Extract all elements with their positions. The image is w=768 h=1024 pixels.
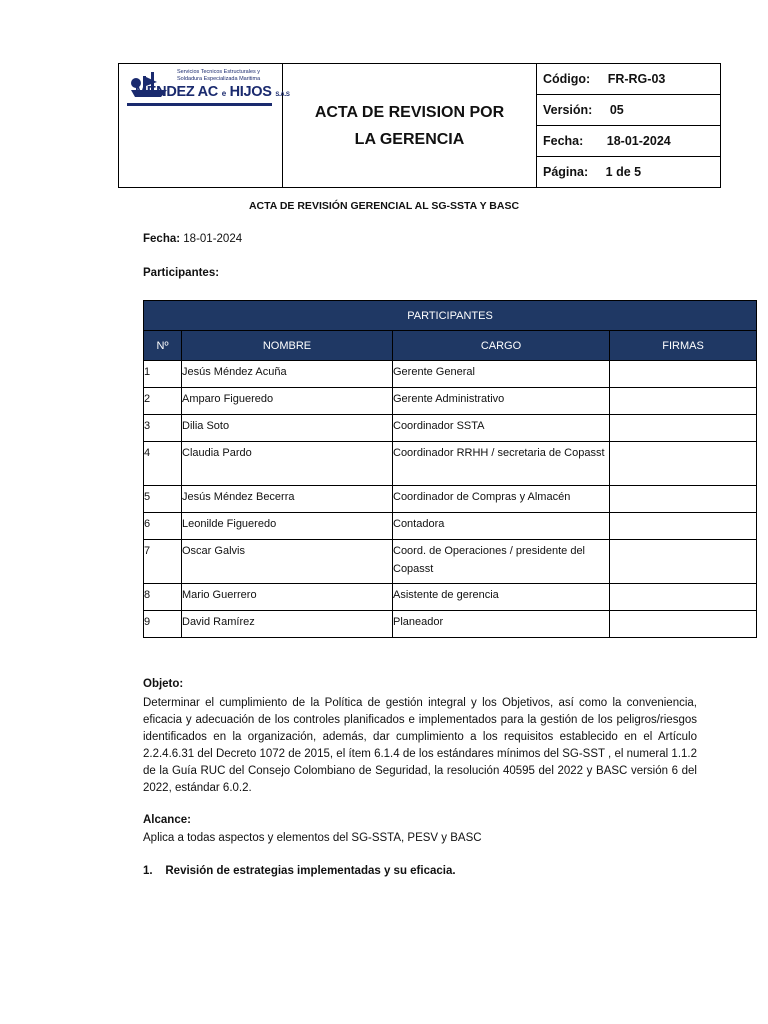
fecha-label: Fecha: — [143, 233, 181, 245]
pagina-cell — [537, 157, 721, 188]
version-cell — [537, 95, 721, 126]
row-number: 9 — [144, 611, 182, 638]
row-number: 2 — [144, 388, 182, 415]
row-firma — [610, 584, 757, 611]
version-value: 05 — [609, 103, 624, 117]
fecha-cell — [537, 126, 721, 157]
fecha-value: 18-01-2024 — [183, 233, 243, 245]
row-nombre: Jesús Méndez Becerra — [182, 486, 393, 513]
table-row — [144, 540, 757, 584]
table-row — [144, 584, 757, 611]
row-cargo: Gerente Administrativo — [393, 388, 610, 415]
row-cargo: Coordinador RRHH / secretaria de Copasst — [393, 442, 610, 486]
row-cargo: Contadora — [393, 513, 610, 540]
row-firma — [610, 361, 757, 388]
document-header — [118, 63, 721, 188]
codigo-label: Código: — [543, 72, 591, 86]
table-row — [144, 442, 757, 486]
document-title: ACTA DE REVISION POR LA GERENCIA — [314, 103, 505, 148]
logo-underline — [127, 103, 272, 106]
header-fecha-label: Fecha: — [543, 134, 584, 148]
logo-brand-sep: e — [221, 89, 226, 98]
logo-brand — [135, 84, 290, 100]
logo-tagline-2: Soldadura Especializada Maritima — [177, 76, 261, 82]
report-title: ACTA DE REVISIÓN GERENCIAL AL SG-SSTA Y BASC — [248, 200, 520, 212]
participants-table-title: PARTICIPANTES — [144, 301, 757, 331]
table-row — [144, 611, 757, 638]
col-header-number: Nº — [144, 331, 182, 361]
table-row — [144, 486, 757, 513]
row-number: 5 — [144, 486, 182, 513]
row-firma — [610, 388, 757, 415]
row-cargo: Coordinador SSTA — [393, 415, 610, 442]
table-row — [144, 388, 757, 415]
row-firma — [610, 540, 757, 584]
logo-brand-suffix: S.A.S — [275, 92, 290, 98]
header-fecha-value: 18-01-2024 — [606, 134, 671, 148]
col-header-firmas: FIRMAS — [610, 331, 757, 361]
row-firma — [610, 513, 757, 540]
row-firma — [610, 486, 757, 513]
row-number: 8 — [144, 584, 182, 611]
fecha-line — [143, 233, 242, 245]
objeto-label: Objeto: — [143, 678, 184, 690]
logo-brand-name-2: HIJOS — [229, 84, 272, 100]
row-number: 1 — [144, 361, 182, 388]
row-cargo: Planeador — [393, 611, 610, 638]
alcance-text: Aplica a todas aspectos y elementos del SG-SSTA, PESV y BASC — [143, 832, 482, 844]
col-header-nombre: NOMBRE — [182, 331, 393, 361]
row-firma — [610, 611, 757, 638]
row-nombre: Claudia Pardo — [182, 442, 393, 486]
row-number: 6 — [144, 513, 182, 540]
row-cargo: Coordinador de Compras y Almacén — [393, 486, 610, 513]
row-firma — [610, 442, 757, 486]
company-logo — [125, 68, 290, 108]
table-row — [144, 513, 757, 540]
row-cargo: Coord. de Operaciones / presidente del Copasst — [393, 540, 610, 584]
row-firma — [610, 415, 757, 442]
row-nombre: David Ramírez — [182, 611, 393, 638]
row-nombre: Oscar Galvis — [182, 540, 393, 584]
pagina-value: 1 de 5 — [605, 165, 642, 179]
row-cargo: Asistente de gerencia — [393, 584, 610, 611]
row-nombre: Jesús Méndez Acuña — [182, 361, 393, 388]
row-number: 3 — [144, 415, 182, 442]
codigo-value: FR-RG-03 — [607, 72, 666, 86]
participants-table — [143, 300, 757, 638]
logo-tagline-1: Servicios Tecnicos Estructurales y — [177, 69, 261, 75]
row-nombre: Mario Guerrero — [182, 584, 393, 611]
row-cargo: Gerente General — [393, 361, 610, 388]
row-nombre: Leonilde Figueredo — [182, 513, 393, 540]
row-nombre: Amparo Figueredo — [182, 388, 393, 415]
row-number: 4 — [144, 442, 182, 486]
logo-cell — [119, 64, 290, 188]
section-1-heading: 1. Revisión de estrategias implementadas y su eficacia. — [143, 865, 456, 877]
table-row — [144, 415, 757, 442]
pagina-label: Página: — [543, 165, 589, 179]
participantes-label: Participantes: — [143, 267, 220, 279]
codigo-cell — [537, 64, 721, 95]
row-number: 7 — [144, 540, 182, 584]
col-header-cargo: CARGO — [393, 331, 610, 361]
version-label: Versión: — [543, 103, 593, 117]
document-title-cell — [283, 64, 537, 188]
objeto-text: Determinar el cumplimiento de la Política de gestión integral y los Objetivos, así como la conveniencia, eficacia y adecuación de los controles planificados e implementados para la gestión de los peligros/riesgos identificados en la organización, además, dar cumplimiento a los requisitos establecido en el Artículo 2.2.4.6.31 del Decreto 1072 de 2015, el ítem 6.1.4 de los estándares mínimos del SG-SST , el numeral 1.1.2 de la Guía RUC del Consejo Colombiano de Seguridad, la resolución 40595 del 2022 y BASC versión 6 del 2022, estándar 6.0.2. — [143, 697, 697, 794]
alcance-label: Alcance: — [143, 814, 191, 826]
table-row — [144, 361, 757, 388]
logo-brand-name: MENDEZ AC — [135, 84, 218, 100]
row-nombre: Dilia Soto — [182, 415, 393, 442]
